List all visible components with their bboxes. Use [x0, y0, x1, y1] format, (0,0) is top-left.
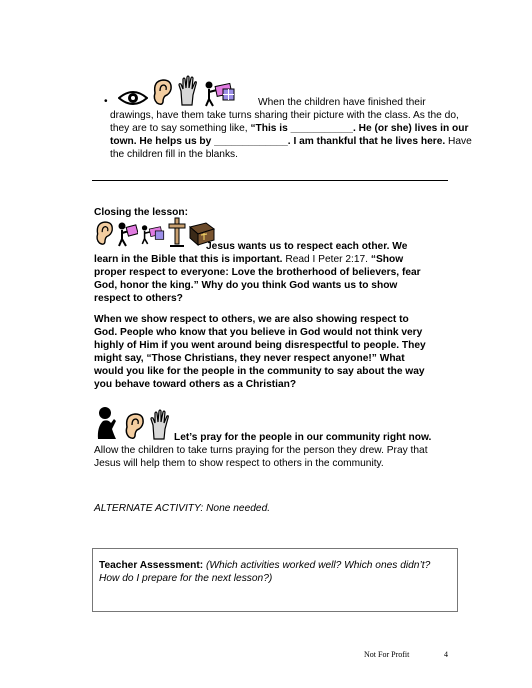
- closing-heading: Closing the lesson:: [94, 207, 188, 218]
- closing-p3-plain: Allow the children to take turns praying for the person they drew. Pray that Jesus will help them to show respect to others in the community.: [94, 445, 428, 469]
- section1-text-b: “This is ___________. He (or she) lives in our town. He helps us by _____________. I am thankful that he lives here.: [110, 123, 469, 147]
- divider: [92, 180, 448, 181]
- closing-paragraph-2: When we show respect to others, we are also showing respect to God. People who know that you believe in God would not think very highly of Him if you went around being disrespectful to people. They might say, “Those Christians, they never respect anyone!” What would you like for the people in the community to say about the way you behave toward others as a Christian?: [94, 314, 426, 390]
- section1-text: [110, 96, 472, 161]
- alternate-activity: ALTERNATE ACTIVITY: None needed.: [94, 503, 271, 514]
- closing-p1-bold2: “Show proper respect to everyone: Love the brotherhood of believers, fear God, honor the king.” Why do you think God wants us to show respect to others?: [94, 254, 421, 304]
- closing-p1-bold: Jesus wants us to respect each other. We learn in the Bible that this is important.: [94, 241, 408, 265]
- closing-p1-plain: Read I Peter 2:17.: [282, 254, 371, 265]
- closing-p3-bold: Let’s pray for the people in our community right now.: [174, 432, 432, 443]
- section1-text-c: Have the children fill in the blanks.: [110, 136, 472, 160]
- closing-paragraph-1: [94, 240, 434, 305]
- page-number: 4: [444, 650, 448, 659]
- assessment-label: Teacher Assessment:: [99, 560, 204, 571]
- closing-paragraph-3: [94, 431, 440, 470]
- bullet: •: [104, 96, 108, 107]
- section1-text-a: When the children have finished their drawings, have them take turns sharing their picture with the class. As the do, they are to say something like,: [110, 97, 459, 134]
- assessment-prompt: (Which activities worked well? Which ones didn’t? How do I prepare for the next lesson?): [99, 560, 431, 584]
- footer-text: Not For Profit: [364, 650, 410, 659]
- teacher-assessment-box: [92, 548, 458, 612]
